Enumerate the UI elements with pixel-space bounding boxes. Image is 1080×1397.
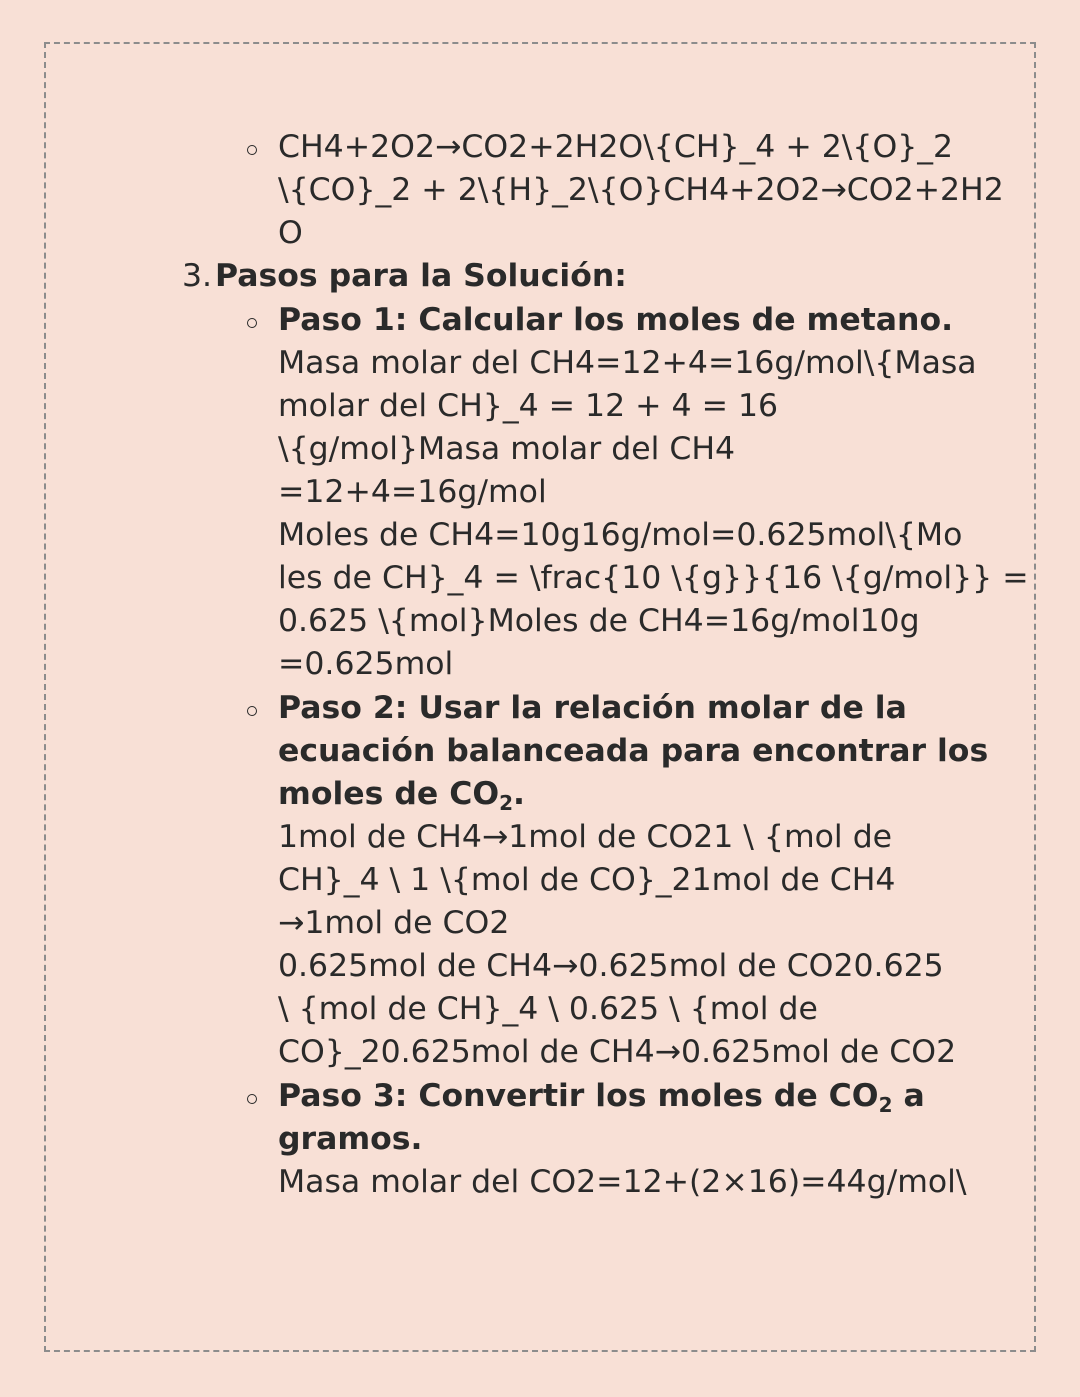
- equation-line: CH4+2O2→CO2+2H2O\{CH}_4 + 2\{O}_2: [278, 129, 954, 165]
- equation-line: \{CO}_2 + 2\{H}_2\{O}CH4+2O2→CO2+2H2: [278, 172, 1004, 208]
- step2-title-text: moles de CO: [278, 776, 500, 812]
- step2-line: →1mol de CO2: [278, 905, 510, 941]
- step2-title: ecuación balanceada para encontrar los: [278, 733, 989, 769]
- step1-line: =12+4=16g/mol: [278, 474, 547, 510]
- step2-line: 0.625mol de CH4→0.625mol de CO20.625: [278, 948, 944, 984]
- step1-line: molar del CH}_4 = 12 + 4 = 16: [278, 388, 779, 424]
- step2-line: \ {mol de CH}_4 \ 0.625 \ {mol de: [278, 991, 818, 1027]
- step1-line: Masa molar del CH4=12+4=16g/mol\{Masa: [278, 345, 977, 381]
- step2-line: 1mol de CH4→1mol de CO21 \ {mol de: [278, 819, 893, 855]
- bullet-icon: [247, 1094, 257, 1104]
- step1-line: 0.625 \{mol}Moles de CH4=16g/mol10g: [278, 603, 920, 639]
- step3-title-text: Paso 3: Convertir los moles de CO: [278, 1078, 879, 1114]
- bullet-icon: [247, 706, 257, 716]
- step2-title-text: .: [513, 776, 526, 812]
- subscript: 2: [878, 1093, 893, 1117]
- subscript: 2: [499, 791, 514, 815]
- equation-line: O: [278, 215, 303, 251]
- section-title: Pasos para la Solución:: [215, 258, 627, 294]
- step1-line: =0.625mol: [278, 646, 454, 682]
- step1-line: \{g/mol}Masa molar del CH4: [278, 431, 736, 467]
- step1-title: Paso 1: Calcular los moles de metano.: [278, 302, 954, 338]
- step2-title: [278, 773, 525, 816]
- section-number: 3.: [182, 258, 213, 294]
- bullet-icon: [247, 145, 257, 155]
- step1-line: les de CH}_4 = \frac{10 \{g}}{16 \{g/mol}} =: [278, 560, 1029, 596]
- bullet-icon: [247, 318, 257, 328]
- step1-line: Moles de CH4=10g16g/mol=0.625mol\{Mo: [278, 517, 963, 553]
- step2-line: CO}_20.625mol de CH4→0.625mol de CO2: [278, 1034, 957, 1070]
- step2-title: Paso 2: Usar la relación molar de la: [278, 690, 907, 726]
- step2-line: CH}_4 \ 1 \{mol de CO}_21mol de CH4: [278, 862, 896, 898]
- step3-line: Masa molar del CO2=12+(2×16)=44g/mol\: [278, 1164, 967, 1200]
- step3-title-text: a: [892, 1078, 925, 1114]
- step3-title: [278, 1075, 925, 1118]
- step3-title: gramos.: [278, 1121, 423, 1157]
